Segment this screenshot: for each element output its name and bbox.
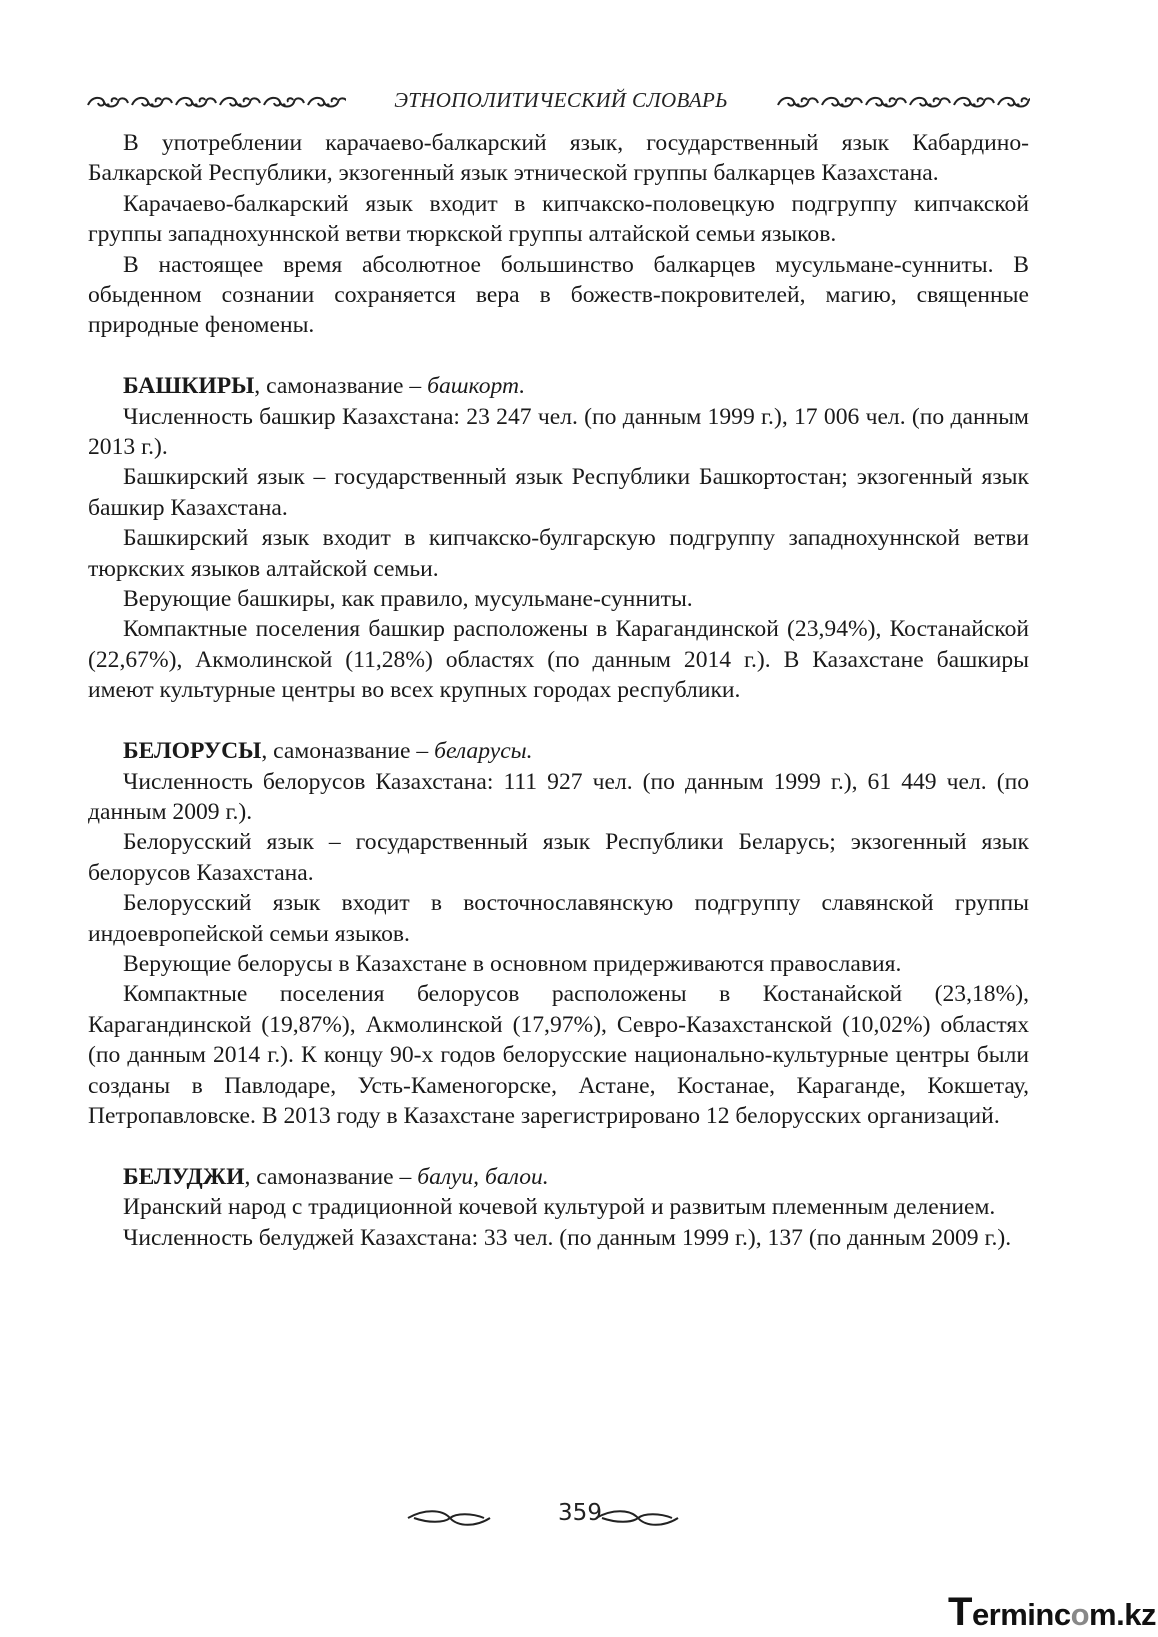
running-header	[86, 88, 1030, 116]
header-title: ЭТНОПОЛИТИЧЕСКИЙ СЛОВАРЬ	[394, 88, 728, 112]
intro-paragraph: В употреблении карачаево-балкарский язык, государственный язык Кабардино-Балкарской Республики, экзогенный язык этнической группы балкарцев Казахстана.	[88, 130, 1029, 187]
intro-paragraph: Карачаево-балкарский язык входит в кипчакско-половецкую подгруппу кипчакской группы западнохуннской ветви тюркской группы алтайской семьи языков.	[88, 190, 1029, 248]
entry-paragraph: Башкирский язык – государственный язык Республики Башкортостан; экзогенный язык башкир Казахстана.	[88, 464, 1029, 521]
entry-paragraph: Иранский народ с традиционной кочевой культурой и развитым племенным делением.	[123, 1194, 996, 1221]
watermark-domain: m.kz	[1089, 1597, 1156, 1632]
watermark-text: erminc	[971, 1597, 1071, 1632]
page-footer	[0, 1500, 1158, 1534]
entry-paragraph: Компактные поселения башкир расположены в Карагандинской (23,94%), Костанайской (22,67%), Акмолинской (11,28%) областях (по данным 2014 г.). В Казахстане башкиры имеют культурные центры во всех крупных городах республики.	[88, 616, 1029, 704]
scroll-ornament-left-icon	[86, 92, 346, 110]
page-body	[88, 128, 1029, 1253]
entry-term: БЕЛУДЖИ	[123, 1163, 245, 1190]
selfname-label: , самоназвание –	[261, 738, 435, 765]
watermark-o: o	[1070, 1597, 1090, 1632]
entry-heading-belorusy	[88, 736, 1029, 766]
selfname: башкорт.	[427, 373, 526, 400]
watermark-letter: T	[948, 1590, 972, 1634]
selfname: беларусы.	[434, 738, 533, 765]
entry-paragraph: Численность белуджей Казахстана: 33 чел. (по данным 1999 г.), 137 (по данным 2009 г.).	[123, 1224, 1012, 1251]
intro-paragraph: В настоящее время абсолютное большинство балкарцев мусульмане-сунниты. В обыденном сознании сохраняется вера в божеств-покровителей, магию, священные природные феномены.	[88, 251, 1029, 339]
flourish-right-icon	[592, 1509, 682, 1527]
selfname: балуи, балои.	[417, 1163, 549, 1190]
entry-heading-bashkiry	[88, 371, 1029, 401]
entry-paragraph: Численность башкир Казахстана: 23 247 чел. (по данным 1999 г.), 17 006 чел. (по данным 2013 г.).	[88, 403, 1029, 461]
selfname-label: , самоназвание –	[244, 1163, 418, 1190]
entry-term: БАШКИРЫ	[123, 373, 255, 400]
entry-paragraph: Башкирский язык входит в кипчакско-булгарскую подгруппу западнохуннской ветви тюркских языков алтайской семьи.	[88, 525, 1029, 582]
entry-paragraph: Верующие башкиры, как правило, мусульмане-сунниты.	[123, 586, 693, 613]
entry-heading-beludzhi	[88, 1162, 1029, 1192]
entry-paragraph: Белорусский язык входит в восточнославянскую подгруппу славянской группы индоевропейской семьи языков.	[88, 890, 1029, 947]
entry-paragraph: Верующие белорусы в Казахстане в основном придерживаются православия.	[123, 950, 902, 977]
entry-term: БЕЛОРУСЫ	[123, 738, 262, 765]
entry-paragraph: Компактные поселения белорусов расположены в Костанайской (23,18%), Карагандинской (19,87%), Акмолинской (17,97%), Севро-Казахстанской (10,02%) областях (по данным 2014 г.). К концу 90-х годов белорусские национально-культурные центры были созданы в Павлодаре, Усть-Каменогорске, Астане, Костанае, Караганде, Кокшетау, Петропавловске. В 2013 году в Казахстане зарегистрировано 12 белорусских организаций.	[88, 981, 1029, 1129]
entry-paragraph: Численность белорусов Казахстана: 111 927 чел. (по данным 1999 г.), 61 449 чел. (по данным 2009 г.).	[88, 768, 1029, 825]
entry-paragraph: Белорусский язык – государственный язык Республики Беларусь; экзогенный язык белорусов Казахстана.	[88, 829, 1029, 886]
selfname-label: , самоназвание –	[254, 373, 428, 400]
scroll-ornament-right-icon	[776, 92, 1030, 110]
flourish-left-icon	[404, 1509, 494, 1527]
page-number: 359	[558, 1500, 602, 1526]
site-watermark	[948, 1590, 1156, 1635]
